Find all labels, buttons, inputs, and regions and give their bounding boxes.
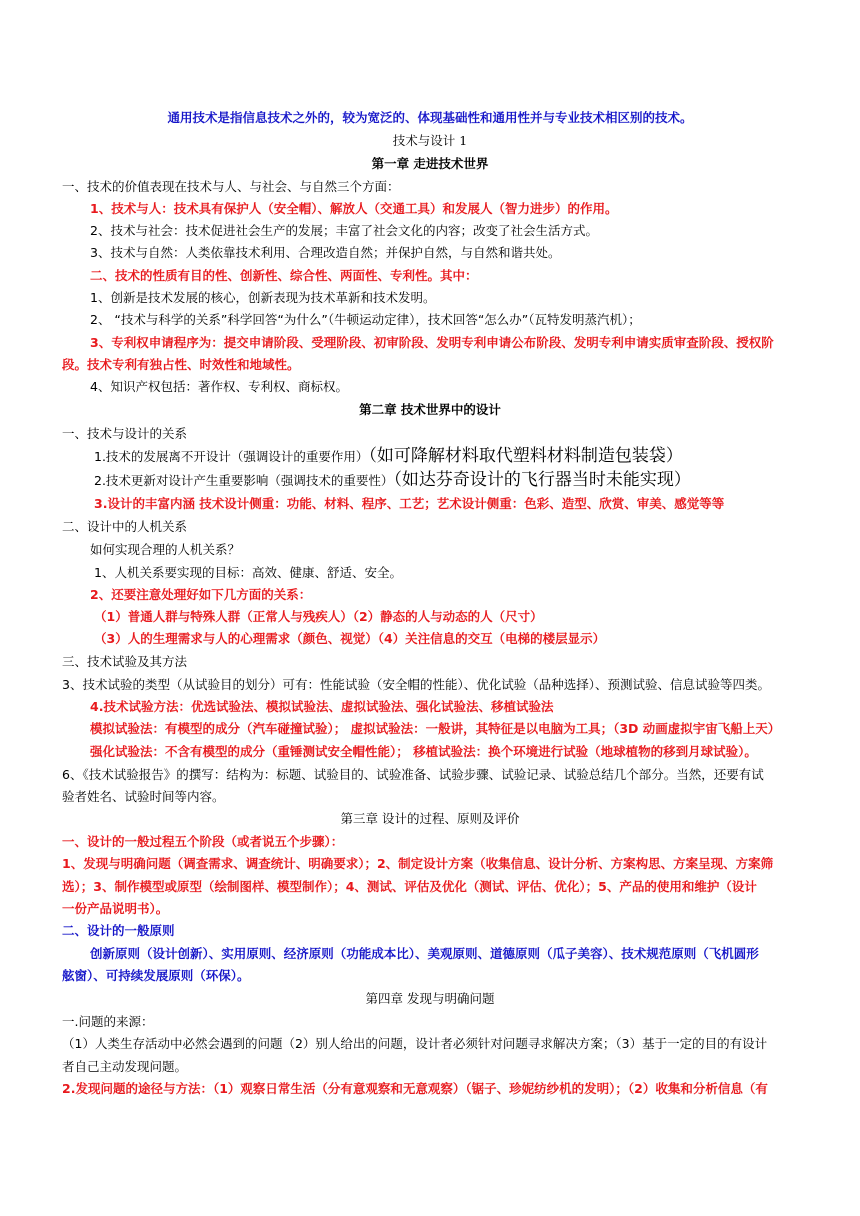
- ch2-test-methods-b: 强化试验法：不含有模型的成分（重锤测试安全帽性能）； 移植试验法：换个环境进行试验（地球植物的移到月球试验）。: [90, 744, 757, 759]
- intro-definition: 通用技术是指信息技术之外的，较为宽泛的、体现基础性和通用性并与专业技术相区别的技术。: [167, 110, 693, 125]
- ch2-hmi-relation-1-2: （1）普通人群与特殊人群（正常人与残疾人）（2）静态的人与动态的人（尺寸）: [94, 609, 543, 624]
- ch2-item-1-example: （如可降解材料取代塑料材料制造包装袋）: [368, 446, 683, 466]
- ch1-section-2-heading: 二、技术的性质有目的性、创新性、综合性、两面性、专利性。其中：: [90, 268, 478, 283]
- ch3-design-principles-a: 创新原则（设计创新）、实用原则、经济原则（功能成本比）、美观原则、道德原则（瓜子美容）、技术规范原则（飞机圆形: [90, 946, 759, 961]
- chapter-2-title: 第二章 技术世界中的设计: [359, 402, 501, 417]
- ch2-item-2: [94, 470, 691, 490]
- ch3-design-process-a: 1、发现与明确问题（调查需求、调查统计、明确要求）；2、制定设计方案（收集信息、设计分析、方案构思、方案呈现、方案筛: [62, 856, 774, 871]
- ch2-item-1: [94, 446, 683, 466]
- ch3-design-principles-b: 舷窗）、可持续发展原则（环保）。: [62, 968, 250, 983]
- ch2-question: 如何实现合理的人机关系？: [90, 542, 241, 557]
- ch2-test-report: 6、《技术试验报告》的撰写：结构为：标题、试验目的、试验准备、试验步骤、试验记录、试验总结几个部分。当然，还要有试: [62, 767, 764, 782]
- ch2-item-1-text: 1.技术的发展离不开设计（强调设计的重要作用）: [94, 449, 369, 464]
- ch2-section-2-heading: 二、设计中的人机关系: [62, 519, 188, 534]
- ch2-section-3-heading: 三、技术试验及其方法: [62, 654, 188, 669]
- ch1-section-1-heading: 一、技术的价值表现在技术与人、与社会、与自然三个方面：: [62, 179, 400, 194]
- ch1-item-ip-rights: 4、知识产权包括：著作权、专利权、商标权。: [90, 379, 348, 394]
- ch3-section-2-heading: 二、设计的一般原则: [62, 923, 175, 938]
- ch2-test-types: 3、技术试验的类型（从试验目的划分）可有：性能试验（安全帽的性能）、优化试验（品种选择）、预测试验、信息试验等四类。: [62, 677, 770, 692]
- ch2-hmi-relations: 2、还要注意处理好如下几方面的关系：: [90, 587, 312, 602]
- ch2-item-2-example: （如达芬奇设计的飞行器当时未能实现）: [393, 470, 691, 490]
- ch4-problem-sources-b: 者自己主动发现问题。: [62, 1059, 188, 1074]
- ch2-section-1-heading: 一、技术与设计的关系: [62, 426, 188, 441]
- ch1-item-tech-vs-science: 2、 “技术与科学的关系”科学回答“为什么”（牛顿运动定律），技术回答“怎么办”（瓦特发明蒸汽机）；: [90, 312, 641, 327]
- chapter-4-title: 第四章 发现与明确问题: [365, 991, 495, 1006]
- ch2-test-report-cont: 验者姓名、试验时间等内容。: [62, 789, 225, 804]
- ch3-design-process-c: 一份产品说明书）。: [62, 901, 169, 916]
- ch1-item-tech-and-nature: 3、技术与自然：人类依靠技术利用、合理改造自然；并保护自然，与自然和谐共处。: [90, 245, 561, 260]
- book-title: 技术与设计 1: [392, 133, 468, 148]
- ch2-item-2-text: 2.技术更新对设计产生重要影响（强调技术的重要性）: [94, 473, 394, 488]
- ch2-hmi-goals: 1、人机关系要实现的目标：高效、健康、舒适、安全。: [94, 565, 402, 580]
- ch2-test-methods: 4.技术试验方法：优选试验法、模拟试验法、虚拟试验法、强化试验法、移植试验法: [90, 699, 554, 714]
- ch1-item-patent-procedure-cont: 段。技术专利有独占性、时效性和地域性。: [62, 357, 300, 372]
- ch2-test-methods-a: 模拟试验法：有模型的成分（汽车碰撞试验）； 虚拟试验法：一般讲，其特征是以电脑为工具；（3D 动画虚拟宇宙飞船上天）: [90, 721, 781, 736]
- ch3-design-process-b: 选）；3、制作模型或原型（绘制图样、模型制作）；4、测试、评估及优化（测试、评估、优化）；5、产品的使用和维护（设计: [62, 879, 757, 894]
- ch3-section-1-heading: 一、设计的一般过程五个阶段（或者说五个步骤）：: [62, 834, 344, 849]
- chapter-3-title: 第三章 设计的过程、原则及评价: [340, 811, 520, 826]
- ch2-item-3: 3.设计的丰富内涵 技术设计侧重：功能、材料、程序、工艺；艺术设计侧重：色彩、造型、欣赏、审美、感觉等等: [94, 496, 725, 511]
- ch1-item-innovation: 1、创新是技术发展的核心，创新表现为技术革新和技术发明。: [90, 290, 436, 305]
- ch2-hmi-relation-3-4: （3）人的生理需求与人的心理需求（颜色、视觉）（4）关注信息的交互（电梯的楼层显示）: [94, 631, 606, 646]
- ch1-item-tech-and-society: 2、技术与社会：技术促进社会生产的发展；丰富了社会文化的内容；改变了社会生活方式。: [90, 223, 598, 238]
- ch1-item-tech-and-people: 1、技术与人：技术具有保护人（安全帽）、解放人（交通工具）和发展人（智力进步）的作用。: [90, 201, 618, 216]
- chapter-1-title: 第一章 走进技术世界: [371, 156, 489, 171]
- ch1-item-patent-procedure: 3、专利权申请程序为：提交申请阶段、受理阶段、初审阶段、发明专利申请公布阶段、发明专利申请实质审查阶段、授权阶: [90, 335, 774, 350]
- ch4-discovery-methods: 2.发现问题的途径与方法：（1）观察日常生活（分有意观察和无意观察）（锯子、珍妮纺纱机的发明）；（2）收集和分析信息（有: [62, 1081, 768, 1096]
- ch4-section-1-heading: 一.问题的来源：: [62, 1014, 154, 1029]
- ch4-problem-sources-a: （1）人类生存活动中必然会遇到的问题（2）别人给出的问题，设计者必须针对问题寻求解决方案；（3）基于一定的目的有设计: [62, 1036, 768, 1051]
